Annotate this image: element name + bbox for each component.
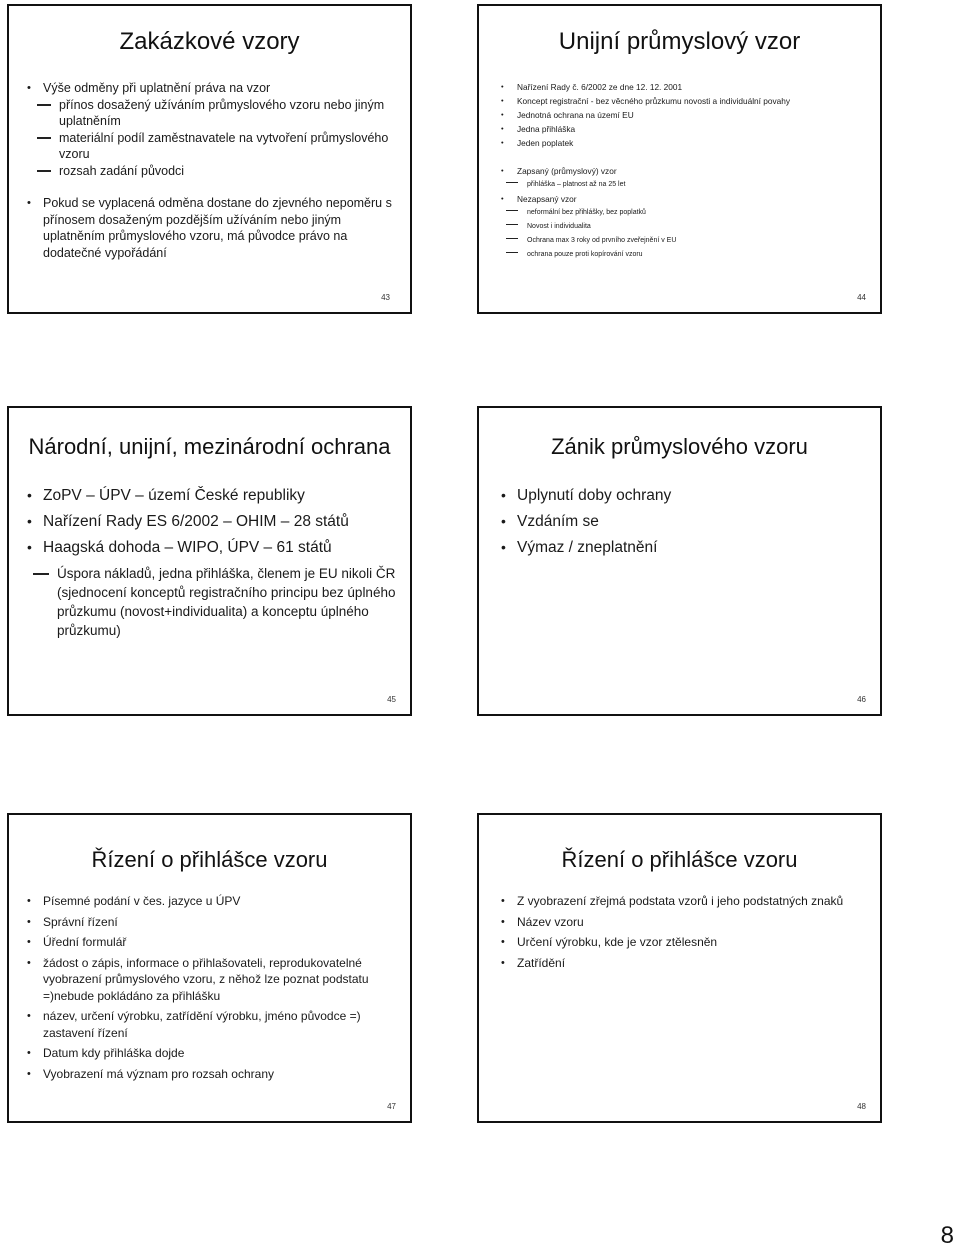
sub-bullet-item: přínos dosažený užíváním průmyslového vzoru nebo jiným uplatněním <box>27 97 398 130</box>
slide-44 <box>477 4 882 314</box>
bullet-item: • Pokud se vyplacená odměna dostane do zjevného nepoměru s přínosem dosaženým pozdějším užíváním nebo jiným uplatněním průmyslového vzoru, má původce právo na dodatečné vypořádání <box>27 195 398 261</box>
slide-43 <box>7 4 412 314</box>
slide-title: Řízení o přihlášce vzoru <box>91 847 328 872</box>
bullet-item: • Vyobrazení má význam pro rozsah ochrany <box>27 1066 398 1083</box>
slide-46 <box>477 406 882 716</box>
sub-bullet-item: Novost i individualita <box>501 220 868 234</box>
page-number: 8 <box>940 1222 954 1249</box>
slide-number: 46 <box>857 695 866 704</box>
bullet-item: • Úřední formulář <box>27 934 398 951</box>
bullet-item: • Vzdáním se <box>501 512 868 531</box>
slide-47 <box>7 813 412 1123</box>
sub-bullet-item: ochrana pouze proti kopírování vzoru <box>501 248 868 262</box>
sub-bullet-item: neformální bez přihlášky, bez poplatků <box>501 206 868 220</box>
bullet-item: • Zatřídění <box>501 955 868 972</box>
slide-title: Zakázkové vzory <box>119 28 300 55</box>
slide-body <box>27 80 398 261</box>
bullet-item: • Nařízení Rady ES 6/2002 – OHIM – 28 států <box>27 512 398 531</box>
bullet-item: • Správní řízení <box>27 914 398 931</box>
bullet-item: • Datum kdy přihláška dojde <box>27 1045 398 1062</box>
bullet-item: • Uplynutí doby ochrany <box>501 486 868 505</box>
bullet-item: • Jeden poplatek <box>501 136 868 150</box>
slide-body <box>27 893 398 1086</box>
sub-bullet-item: Úspora nákladů, jedna přihláška, členem je EU nikoli ČR (sjednocení konceptů registračního principu bez úplného průzkumu (novost+individualita) a konceptu úplného průzkumu) <box>27 564 398 640</box>
bullet-item: • Koncept registrační - bez věcného průzkumu novosti a individuální povahy <box>501 94 868 108</box>
bullet-item: • Výše odměny při uplatnění práva na vzor <box>27 80 398 97</box>
slide-number: 47 <box>387 1102 396 1111</box>
slide-body <box>501 80 868 262</box>
bullet-item: • Určení výrobku, kde je vzor ztělesněn <box>501 934 868 951</box>
bullet-item: • Haagská dohoda – WIPO, ÚPV – 61 států <box>27 538 398 557</box>
bullet-item: • Písemné podání v čes. jazyce u ÚPV <box>27 893 398 910</box>
bullet-item: • ZoPV – ÚPV – území České republiky <box>27 486 398 505</box>
spacer <box>27 179 398 195</box>
bullet-item: • Nezapsaný vzor <box>501 192 868 206</box>
bullet-item: • Jednotná ochrana na území EU <box>501 108 868 122</box>
slide-title: Národní, unijní, mezinárodní ochrana <box>28 434 391 459</box>
slide-number: 44 <box>857 293 866 302</box>
sub-bullet-item: Ochrana max 3 roky od prvního zveřejnění v EU <box>501 234 868 248</box>
bullet-item: • Výmaz / zneplatnění <box>501 538 868 557</box>
slide-title: Řízení o přihlášce vzoru <box>561 847 798 872</box>
bullet-item: • Jedna přihláška <box>501 122 868 136</box>
bullet-item: • Zapsaný (průmyslový) vzor <box>501 164 868 178</box>
slide-body <box>27 486 398 640</box>
slide-title: Unijní průmyslový vzor <box>558 28 801 55</box>
sub-bullet-item: materiální podíl zaměstnavatele na vytvoření průmyslového vzoru <box>27 130 398 163</box>
slide-body <box>501 486 868 564</box>
sub-bullet-item: rozsah zadání původci <box>27 163 398 180</box>
spacer <box>501 150 868 164</box>
bullet-item: • název, určení výrobku, zatřídění výrobku, jméno původce =) zastavení řízení <box>27 1008 398 1041</box>
slide-number: 48 <box>857 1102 866 1111</box>
slide-number: 43 <box>381 293 390 302</box>
bullet-item: • Nařízení Rady č. 6/2002 ze dne 12. 12. 2001 <box>501 80 868 94</box>
slide-number: 45 <box>387 695 396 704</box>
bullet-item: • žádost o zápis, informace o přihlašovateli, reprodukovatelné vyobrazení průmyslového vzoru, z něhož lze poznat podstatu =)nebude pokládáno za přihlášku <box>27 955 398 1005</box>
slide-45 <box>7 406 412 716</box>
slide-title: Zánik průmyslového vzoru <box>551 434 808 459</box>
slide-body <box>501 893 868 975</box>
bullet-item: • Z vyobrazení zřejmá podstata vzorů i jeho podstatných znaků <box>501 893 868 910</box>
bullet-item: • Název vzoru <box>501 914 868 931</box>
slide-48 <box>477 813 882 1123</box>
sub-bullet-item: přihláška – platnost až na 25 let <box>501 178 868 192</box>
